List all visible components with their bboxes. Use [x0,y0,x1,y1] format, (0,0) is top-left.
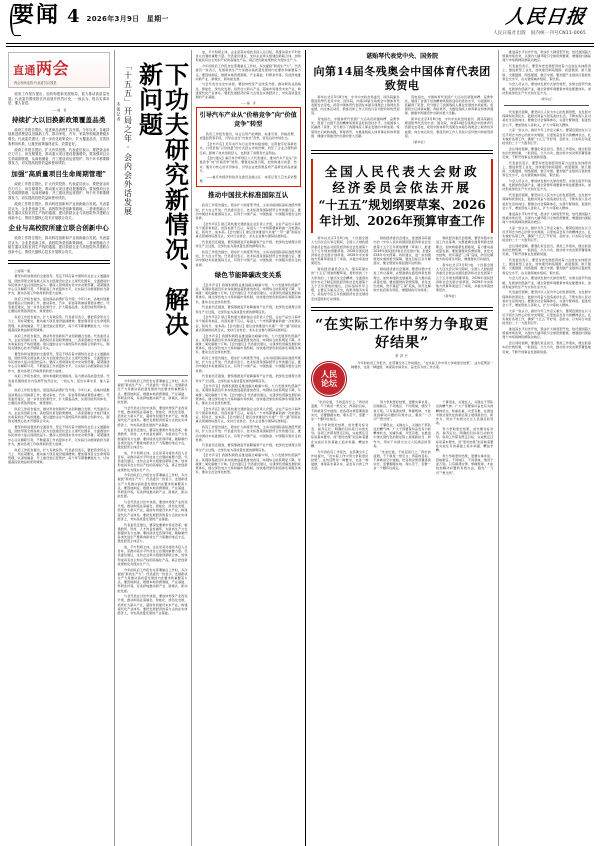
col1-lead [8,92,110,106]
masthead-left [6,0,169,27]
col5-sign: （新华社） [539,97,555,102]
vertical-byline: 本报记者 [116,102,122,122]
people-forum-seal-icon [311,361,347,397]
col1-headline-3[interactable]: 企业与高校院所建立联合创新中心 [8,224,109,233]
column-5 [499,50,594,846]
col1-headline-2[interactable]: 加强“高质量项目生命周期管理” [11,170,107,179]
paragraph: 新华社北京3月8日电 中共中央政治局委员、国务院副总理谌贻琴代表党中央、国务院，向第14届冬残奥会中国体育代表团发去贺电，祝贺中国体育代表团在本届冬残奥会上取得优异成绩，向全体运动员、教练员和工作人员致以亲切慰问和热烈祝贺。 [404,117,494,138]
paragraph: 与会人员认为，要加快发展方式绿色转型，实施全面节约战略，发展绿色低碳产业，健全资源环境要素市场化配置体系，加快形成绿色生产方式和生活方式。 [502,179,591,192]
paragraph: 代表委员表示，要坚持把发展经济的着力点放在实体经济上，推进新型工业化，加快建设制造强国、质量强国、航天强国、交通强国、网络强国、数字中国。要加强产业链供应链韧性和安全水平，在关键领域补短板、锻长板。 [502,258,591,275]
paragraph: 今年的政府工作报告在部署重点工作时，多次提到“新质生产力”。代表委员一致表示，发展新质生产力是推动高质量发展的内在要求和重要着力点。要因地制宜，根据本地资源禀赋、产业基础、科研条件等，有选择地推动新产业、新模式、新动能发展。 [117,473,188,499]
col3-headline-1[interactable]: 推动中国技术标准国际互认 [208,191,289,200]
paragraph: 推进高水平对外开放，稳步扩大制度型开放，依托我国超大规模市场优势，以国内大循环吸引全球资源要素，增强国内国际两个市场两种资源联动效应。 [502,327,591,340]
main-vertical-headline[interactable]: 下功夫研究新情况、解决新问题 [134,62,190,337]
vertical-subtitle: 「十五五」开局之年·会内会外话发展 [123,62,133,216]
col1-article-4 [8,274,110,464]
paragraph: 与会代表在讨论中谈到，要加快传统产业改造升级，推动制造业高端化、智能化、绿色化发展，培育壮大新兴产业，超前布局建设未来产业，构建现代化产业体系。要把发展经济的着力点放在实体经济上，夯实高质量发展的产业基础。 [117,405,188,427]
paragraph: 新华社北京3月8日电 中共中央政治局委员、国务院副总理谌贻琴代表党中央、国务院，向第14届冬残奥会中国体育代表团发去贺电，祝贺中国体育代表团在本届冬残奥会上取得优异成绩，向全体运动员、教练员和工作人员致以亲切慰问和热烈祝贺。 [310,94,400,116]
col3-headline-2[interactable]: 绿色节能降碳改变关系 [214,270,282,279]
col4-article-2-b [373,236,430,302]
paragraph: 推进高水平对外开放，稳步扩大制度型开放，依托我国超大规模市场优势，以国内大循环吸引全球资源要素，增强国内国际两个市场两种资源联动效应。 [502,50,591,63]
paragraph: 政府工作报告提出，推动科技创新和产业创新融合发展。代表委员认为，企业是创新主体，高校院所是创新策源地，二者深度融合才能打通从实验室到生产线的通道。建议鼓励企业与高校院所共建联合创新中心，围绕关键核心技术开展联合攻关。 [8,201,110,220]
paragraph: 会议同时强调，要强化责任担当，狠抓工作落实，健全抓落实的长效机制，一抓到底、久久为功，推动党中央决策部署落地见效，不断开创事业发展新局面。 [502,243,591,257]
paragraph: 新华社北京3月8日电 十四届全国人大四次会议举行期间，全国人大财政经济委员会依法对国民经济和社会发展第十五个五年规划纲要草案、2026年国民经济和社会发展计划草案、2026年中央和地方预算草案进行了审查，并提出审查结果报告。 [435,262,494,293]
paragraph: 财政经济委员会强调，要坚持稳中求进工作总基调，完整准确全面贯彻新发展理念，加快构建新发展格局，着力推动高质量发展。要加强财政资源统筹，优化支出结构，兜牢基层“三保”底线，防范化解地方政府债务风险，增强财政可持续性。 [435,236,494,262]
paragraph: “坐而论道，不如起而行之。”再好的蓝图，不干就是一纸空文；再高的目标，不拼就是空中楼阁。把各项决策部署落到实处，需要脚踏实地、埋头苦干，需要一步一个脚印往前走。 [310,400,369,422]
col4-article-2-cols [311,236,493,302]
paragraph: 【会外声音】我国积极稳妥推进碳达峰碳中和，大力发展绿色低碳产业。某钢铁集团近年来持续推进超低排放改造，吨钢综合能耗明显下降，年减排二氧化碳数十万吨。【会内建议】代表委员建议，完善绿色低碳发展的政策体系，健全绿色电力交易和碳市场机制，加快建设绿色制造体系和服务体系，推动全社会绿色转型。 [195,333,301,355]
paragraph: 代表委员强调，要坚持以人民为中心的发展思想，在发展中保障和改善民生，鼓励共同奋斗创造美好生活，不断实现人民对美好生活的向往。要健全社会保障体系，完善分配制度，促进机会公平，增加低收入者收入，扩大中等收入群体。 [502,290,591,308]
featured-headline-box[interactable] [311,159,493,233]
paragraph: 干事创业，关键在人，关键在干部队伍的精气神。广大干部要保持奋发有为的精神状态，知重负重、攻坚克难，在推进中国式现代化的新征程上展现新担当、新作为，用实干实绩交出让人民满意的答卷。 [435,400,494,426]
forum-headline[interactable]: “在实际工作中努力争取更好结果” [315,317,490,352]
paragraph: 政府工作报告提出，扩大有效投资。代表委员表示，要把资金用在刀刃上、用在紧要处，推动重大项目建设提速增效。要加强项目全生命周期管理，从谋划储备、开工建设到运营管护，每个环节都要精准发力，切实提高投资效益和使用绩效。 [8,315,110,332]
forum-body-cols [311,400,493,476]
two-sessions-banner [8,52,110,88]
paragraph: 财政经济委员会认为，国务院提出的“十五五”规划纲要草案，贯彻党的二十大和党的二十届历次全会精神，全面落实党中央关于制定国民经济和社会发展第十五个五年规划的建议，目标指标科学合理，主要任务重点突出，政策举措务实有力，是指导今后五年我国经济社会发展的宏伟蓝图和行动纲领。 [310,267,369,301]
col1-article-1 [8,128,110,166]
paragraph: 大家一致认为，做好今年工作意义重大。要紧密团结在以习近平同志为核心的党中央周围，以更加奋发有为的精神状态，扎实做好各项工作，确保“十五五”开好局、起好步，以实际行动迎接党的二十一大胜利召开。 [502,225,591,243]
paragraph: 代表委员表示，要坚持把发展经济的着力点放在实体经济上，推进新型工业化，加快建设制造强国、质量强国、航天强国、交通强国、网络强国、数字中国。要加强产业链供应链韧性和安全水平，在关键领域补短板、锻长板。 [502,64,591,81]
paragraph: 成，平方积极主体，企业是其对接技术投入总目标，是推动高水平科技自立自强的重要力量。代表委员建议，支持企业牵头组建创新联合体，加快形成具有自主知识产权的高端化产品，真正把创新成果转化为现实生产力。 [117,450,188,472]
col1-editor-sign: ——编 者 [51,107,67,112]
featured-headline-line2: “十五五”规划纲要草案、2026年计划、2026年预算审查工作 [318,198,486,229]
paragraph: 要坚持和加强党的全面领导，坚定不移沿着中国特色社会主义道路前进，团结带领全国各族人民为全面建设社会主义现代化国家、全面推进中华民族伟大复兴而团结奋斗。要深入贯彻落实党中央决策部署，紧紧围绕中心任务履职尽责，不断提高工作质量和水平，以实际行动展现新担当新作为，推动各项工作取得新的更大成效。 [8,425,110,446]
paragraph: 要坚持和加强党的全面领导，坚定不移沿着中国特色社会主义道路前进，团结带领全国各族人民为全面建设社会主义现代化国家、全面推进中华民族伟大复兴而团结奋斗。要深入贯彻落实党中央决策部署，紧紧围绕中心任务履职尽责，不断提高工作质量和水平，以实际行动展现新担当新作为，推动各项工作取得新的更大成效。 [8,351,110,373]
paragraph: 代表委员还建议，要深化要素市场化改革，畅通教育、科技、人才的良性循环，为新质生产力发展提供有力支撑。要持续优化营商环境，破除制约各类先进生产要素向新质生产力集聚的堵点卡点，激发经营主体活力。 [117,522,188,544]
col2-divider [118,375,188,376]
paragraph: 【会外声音】我国积极稳妥推进碳达峰碳中和，大力发展绿色低碳产业。某钢铁集团近年来持续推进超低排放改造，吨钢综合能耗明显下降，年减排二氧化碳数十万吨。【会内建议】代表委员建议，完善绿色低碳发展的政策体系，健全绿色电力交易和碳市场机制，加快建设绿色制造体系和服务体系，推动全社会绿色转型。 [195,282,301,304]
paragraph: 政府工作报告提出，扩大有效投资。代表委员表示，要把资金用在刀刃上、用在紧要处，推动重大项目建设提速增效。要加强项目全生命周期管理，从谋划储备、开工建设到运营管护，每个环节都要精准发力，切实提高投资效益和使用绩效。 [8,147,110,166]
paragraph: 代表委员还提到，要统筹推进节能降碳和产业升级，把绿色发展理念贯穿生产全过程，让绿色成为高质量发展的鲜明底色。 [195,305,301,314]
forum-seal-row [311,361,493,397]
vertical-headline-block [118,50,188,372]
paragraph: 贺电指出，中国体育代表团广大运动员顽强拼搏、奋勇争先，展现了自强不息的精神风貌和良好的竞技水平，为祖国和人民赢得了荣誉，充分展示了我国残疾人事业发展的丰硕成果。希望同志们戒骄戒躁，再接再厉，为推进残疾人体育事业和体育强国、健康中国建设作出新的更大贡献。 [404,94,494,116]
banner-title-small: 直通 [13,64,36,77]
paragraph: 今年的政府工作报告在部署重点工作时，多次提到“新质生产力”。代表委员一致表示，发展新质生产力是推动高质量发展的内在要求和重要着力点。要因地制宜，根据本地资源禀赋、产业基础、科研条件等，有选择地推动新产业、新模式、新动能发展。 [195,64,301,81]
paragraph: 贺电指出，中国体育代表团广大运动员顽强拼搏、奋勇争先，展现了自强不息的精神风貌和良好的竞技水平，为祖国和人民赢得了荣誉，充分展示了我国残疾人事业发展的丰硕成果。希望同志们戒骄戒躁，再接再厉，为推进残疾人体育事业和体育强国、健康中国建设作出新的更大贡献。 [310,117,400,138]
col3-top-text [196,50,301,99]
paragraph: 今年的政府工作报告在部署重点工作时，多次提到“新质生产力”。代表委员一致表示，发展新质生产力是推动高质量发展的内在要求和重要着力点。要因地制宜，根据本地资源禀赋、产业基础、科研条件等，有选择地推动新产业、新模式、新动能发展。 [117,567,188,593]
col4-article-1-b [405,95,494,146]
paragraph: 【会外声音】浙江某轨道交通装备企业负责人介绍，企业产品出口海外多个国家和地区，但因标准不互认，每进入一个市场都要重新做一次检测认证，耗时长、成本高。【会内建议】建议加快推进与共建“一带一路”国家在重点领域的标准互认，支持行业协会、龙头企业参与国际标准制定。 [195,221,301,239]
redbox-body [200,132,297,183]
paragraph: 努力争取更好结果，更要实事求是、因地制宜。不同地区、不同领域，情况千差万别。只有摸清实情、掌握规律，才能找到解决问题的有效办法，避免“一刀切”“想当然”。 [435,453,494,475]
paragraph: 政府工作报告提出，稳步扩大制度型开放，主动对接国际高标准经贸规则，扩大自主开放。代表委员表示，技术标准是国际经贸合作的通行证，推动中国技术标准国际互认，有利于中国产品、中国装备、中国服务更好走向世界。 [195,203,301,221]
section-title: 要闻 [12,2,61,28]
masthead-rule [6,43,594,47]
paragraph: 政府工作报告提出，推动科技创新和产业创新融合发展。代表委员认为，企业是创新主体，高校院所是创新策源地，二者深度融合才能打通从实验室到生产线的通道。建议鼓励企业与高校院所共建联合创新中心，围绕关键核心技术开展联合攻关。 [8,236,110,255]
paragraph: 政府工作报告提出，促进商品消费扩容升级。今年以来，各地持续推进消费品以旧换新工作，推动家电、汽车、家装等领域消费稳步增长。代表委员建议，进一步优化政策设计，扩大覆盖品类，完善回收利用体系，让惠民政策落得更实、效果更好。 [8,127,110,146]
paragraph: 干事创业，关键在人，关键在干部队伍的精气神。广大干部要保持奋发有为的精神状态，知重负重、攻坚克难，在推进中国式现代化的新征程上展现新担当、新作为，用实干实绩交出让人民满意的答卷。 [373,422,431,448]
column-2 [115,50,192,846]
forum-col-b [373,400,430,476]
paragraph: 政府工作报告提出，促进商品消费扩容升级。今年以来，各地持续推进消费品以旧换新工作，推动家电、汽车、家装等领域消费稳步增长。代表委员建议，进一步优化政策设计，扩大覆盖品类，完善回收利用体系，让惠民政策落得更实、效果更好。 [8,388,110,406]
col1-divider [8,260,110,264]
col2-article [118,379,188,615]
paragraph: 会议同时强调，要强化责任担当，狠抓工作落实，健全抓落实的长效机制，一抓到底、久久为功，推动党中央决策部署落地见效，不断开创事业发展新局面。 [502,341,591,354]
col1-jump-head [8,269,110,273]
banner-title [13,56,69,79]
masthead [6,0,594,42]
paragraph: 会议同时强调，要强化责任担当，狠抓工作落实，健全抓落实的长效机制，一抓到底、久久为功，推动党中央决策部署落地见效，不断开创事业发展新局面。 [502,146,591,160]
seal-line-1: 人民 [320,369,337,380]
paragraph: 大家一致认为，做好今年工作意义重大。要紧密团结在以习近平同志为核心的党中央周围，以更加奋发有为的精神状态，扎实做好各项工作，确保“十五五”开好局、起好步，以实际行动迎接党的二十一大胜利召开。 [502,128,591,145]
paragraph: 政府工作报告提出，促进商品消费扩容升级。今年以来，各地持续推进消费品以旧换新工作，推动家电、汽车、家装等领域消费稳步增长。代表委员建议，进一步优化政策设计，扩大覆盖品类，完善回收利用体系，让惠民政策落得更实、效果更好。 [8,296,110,314]
paragraph: 今年的政府工作报告在部署重点工作时，多次提到“新质生产力”。代表委员一致表示，发展新质生产力是推动高质量发展的内在要求和重要着力点。要因地制宜，根据本地资源禀赋、产业基础、科研条件等，有选择地推动新产业、新模式、新动能发展。 [117,379,188,405]
col3-article-1 [196,203,301,266]
col1-headline-1[interactable]: 持续扩大以旧换新政策覆盖品类 [11,115,106,124]
paragraph: 政府工作报告提出，综合运用产能调控、标准引领、价格治理、质量监管等手段，引导企业在“内卷式”竞争，营造良好市场生态。 [199,132,297,141]
paragraph: 推进高水平对外开放，稳步扩大制度型开放，依托我国超大规模市场优势，以国内大循环吸引全球资源要素，增强国内国际两个市场两种资源联动效应。 [502,211,591,224]
paragraph: 代表委员还提到，要统筹推进节能降碳和产业升级，把绿色发展理念贯穿生产全过程，让绿色成为高质量发展的鲜明底色。 [195,240,301,249]
paragraph: 代表委员表示，要坚持把发展经济的着力点放在实体经济上，推进新型工业化，加快建设制造强国、质量强国、航天强国、交通强国、网络强国、数字中国。要加强产业链供应链韧性和安全水平，在关键领域补短板、锻长板。 [502,160,591,178]
col4-article-2-c [436,236,493,302]
seal-line-2: 论坛 [320,378,337,389]
col4-article-2-a [311,236,368,302]
paragraph: 政府工作报告提出，加快构建新发展格局，着力推动高质量发展。代表委员围绕报告内容展开热烈讨论，一致认为，报告实事求是、催人奋进。 [8,92,110,106]
paragraph: 财政经济委员会建议，批准国务院提出的《中华人民共和国国民经济和社会发展第十五个五年规划纲要（草案）》，批准2026年国民经济和社会发展计划，批准2026年中央预算。同时建议，进一步加强规划实施的组织保障，强化目标任务分解落实，健全规划实施监测评估机制。 [373,236,431,266]
paragraph: 与会代表在讨论中谈到，要加快传统产业改造升级，推动制造业高端化、智能化、绿色化发展，培育壮大新兴产业，超前布局建设未来产业，构建现代化产业体系。要把发展经济的着力点放在实体经济上，夯实高质量发展的产业基础。 [117,594,188,616]
paragraph: 【会外声音】浙江某轨道交通装备企业负责人介绍，企业产品出口海外多个国家和地区，但因标准不互认，每进入一个市场都要重新做一次检测认证，耗时长、成本高。【会内建议】建议加快推进与共建“一带一路”国家在重点领域的标准互认，支持行业协会、龙头企业参与国际标准制定。 [195,406,301,424]
col5-article-1 [502,110,591,354]
column-grid [6,50,594,846]
banner-subtitle: 两会现场连线·代表委员议国是 [14,81,57,85]
col5-divider-1 [504,105,589,106]
paragraph: 【会外声音】近年来汽车行业竞争持续加剧，运用数字化等新技术，以低价格“以价换量”的方式抢占市场份额，挤压了企业合理利润空间，影响了技术创新投入，也损害了消费者长远利益。 [199,142,297,155]
jump-label: 上接第一版 [14,268,31,273]
paragraph: 政府工作报告提出，稳步扩大制度型开放，主动对接国际高标准经贸规则，扩大自主开放。代表委员表示，技术标准是国际经贸合作的通行证，推动中国技术标准国际互认，有利于中国产品、中国装备、中国服务更好走向世界。 [195,356,301,373]
paragraph: 代表委员还提到，要统筹推进节能降碳和产业升级，把绿色发展理念贯穿生产全过程，让绿色成为高质量发展的鲜明底色。 [195,374,301,383]
paragraph: 与会代表在讨论中谈到，要加快传统产业改造升级，推动制造业高端化、智能化、绿色化发展，培育壮大新兴产业，超前布局建设未来产业，构建现代化产业体系。要把发展经济的着力点放在实体经济上，夯实高质量发展的产业基础。 [195,82,301,100]
paragraph: 政府工作报告提出，推动科技创新和产业创新融合发展。代表委员认为，企业是创新主体，高校院所是创新策源地，二者深度融合才能打通从实验室到生产线的通道。建议鼓励企业与高校院所共建联合创新中心，围绕关键核心技术开展联合攻关。 [8,333,110,351]
paragraph: “坐而论道，不如起而行之。”再好的蓝图，不干就是一纸空文；再高的目标，不拼就是空中楼阁。把各项决策部署落到实处，需要脚踏实地、埋头苦干，需要一步一个脚印往前走。 [373,449,431,471]
col4-article-1-cols [311,95,493,146]
paragraph: 代表委员强调，要坚持以人民为中心的发展思想，在发展中保障和改善民生，鼓励共同奋斗创造美好生活，不断实现人民对美好生活的向往。要健全社会保障体系，完善分配制度，促进机会公平，增加低收入者收入，扩大中等收入群体。 [502,110,591,127]
paragraph: 大家一致认为，做好今年工作意义重大。要紧密团结在以习近平同志为核心的党中央周围，以更加奋发有为的精神状态，扎实做好各项工作，确保“十五五”开好局、起好步，以实际行动迎接党的二十一大胜利召开。 [502,308,591,326]
paragraph: 财政经济委员会强调，要坚持稳中求进工作总基调，完整准确全面贯彻新发展理念，加快构建新发展格局，着力推动高质量发展。要加强财政资源统筹，优化支出结构，兜牢基层“三保”底线，防范化解地方政府债务风险，增强财政可持续性。 [373,267,431,293]
paragraph: 【会外声音】我国积极稳妥推进碳达峰碳中和，大力发展绿色低碳产业。某钢铁集团近年来持续推进超低排放改造，吨钢综合能耗明显下降，年减排二氧化碳数十万吨。【会内建议】代表委员建议，完善绿色低碳发展的政策体系，健全绿色电力交易和碳市场机制，加快建设绿色制造体系和服务体系，推动全社会绿色转型。 [195,453,301,475]
paragraph: 政府工作报告提出，扩大有效投资。代表委员表示，要把资金用在刀刃上、用在紧要处，推动重大项目建设提速增效。要加强项目全生命周期管理，从谋划储备、开工建设到运营管护，每个环节都要精准发力，切实提高投资效益和使用绩效。 [8,182,110,200]
col4-headline-1[interactable]: 向第14届冬残奥会中国体育代表团致贺电 [313,64,491,92]
featured-headline-line1: 全国人民代表大会财政经济委员会依法开展 [324,164,480,196]
paragraph: 代表委员强调，要坚持以人民为中心的发展思想，在发展中保障和改善民生，鼓励共同奋斗创造美好生活，不断实现人民对美好生活的向往。要健全社会保障体系，完善分配制度，促进机会公平，增加低收入者收入，扩大中等收入群体。 [502,193,591,210]
col4-article-1-a [311,95,400,146]
forum-col-c [436,400,493,476]
col4-kicker-1: 谌贻琴代表党中央、国务院 [366,53,439,60]
paragraph: （新华社） [411,139,427,144]
paragraph: 新华社北京3月8日电 十四届全国人大四次会议举行期间，全国人大财政经济委员会依法对国民经济和社会发展第十五个五年规划纲要草案、2026年国民经济和社会发展计划草案、2026年中央和地方预算草案进行了审查，并提出审查结果报告。 [310,236,369,266]
page-number: 4 [67,6,80,27]
paragraph: 代表委员还提到，要统筹推进节能降碳和产业升级，把绿色发展理念贯穿生产全过程，让绿色成为高质量发展的鲜明底色。 [195,443,301,452]
paragraph: 今年的政府工作报告，在部署全年工作时提出，“在实际工作中努力争取更好结果”。这句话既是一种要求，也是一种鼓励，体现着求真务实、奋发有为的工作态度。 [310,449,369,471]
col1-article-2 [8,182,110,220]
paragraph: 政府工作报告提出，稳步扩大制度型开放，主动对接国际高标准经贸规则，扩大自主开放。代表委员表示，技术标准是国际经贸合作的通行证，推动中国技术标准国际互认，有利于中国产品、中国装备、中国服务更好走向世界。 [195,250,301,267]
highlighted-article-box[interactable] [196,107,301,187]
paragraph: 今年的政府工作报告，在部署全年工作时提出，“在实际工作中努力争取更好结果”。这句话既是一种要求，也是一种鼓励，体现着求真务实、奋发有为的工作态度。 [350,361,494,370]
paragraph: 努力争取更好结果，首先要对标对表、看齐定位。明确的目标是行动的先导。各项工作都有既定目标，完成既定目标是基本要求，而“更好结果”则意味着要在完成任务的基础上追求卓越、精益求精。 [435,427,494,453]
paragraph: 政府工作报告提出，加快构建新发展格局，着力推动高质量发展。代表委员围绕报告内容展开热烈讨论，一致认为，报告实事求是、催人奋进。 [8,374,110,387]
paragraph: 【会内建议】重庆市沙坪坝区人大代表建议，推动汽车产业从“价格竞争”向“价值竞争”转型，要强化标准引领，加快构建以质量、技术、服务为核心的评价体系，引导企业把资源投向产品研发和品质提升。 [199,156,297,173]
column-4 [306,50,499,846]
col5-top [502,50,591,95]
col4-divider-2 [311,307,493,311]
paragraph: 与会人员认为，要加快发展方式绿色转型，实施全面节约战略，发展绿色低碳产业，健全资源环境要素市场化配置体系，加快形成绿色生产方式和生活方式。 [502,82,591,95]
paragraph: 努力争取更好结果，首先要对标对表、看齐定位。明确的目标是行动的先导。各项工作都有既定目标，完成既定目标是基本要求，而“更好结果”则意味着要在完成任务的基础上追求卓越、精益求精。 [310,422,369,448]
forum-col-a [311,400,368,476]
paragraph: ——重庆市经济和信息化委员会副主任 本报记者王召杰采访整理 [199,174,297,183]
col1-article-3 [8,236,110,254]
column-3 [192,50,306,846]
paragraph: 【会外声音】我国积极稳妥推进碳达峰碳中和，大力发展绿色低碳产业。某钢铁集团近年来持续推进超低排放改造，吨钢综合能耗明显下降，年减排二氧化碳数十万吨。【会内建议】代表委员建议，完善绿色低碳发展的政策体系，健全绿色电力交易和碳市场机制，加快建设绿色制造体系和服务体系，推动全社会绿色转型。 [195,384,301,406]
paper-logo-subtitle: 人民日报社出版 国内统一刊号CN11-0065 [493,31,586,36]
paragraph: 与会代表在讨论中谈到，要加快传统产业改造升级，推动制造业高端化、智能化、绿色化发展，培育壮大新兴产业，超前布局建设未来产业，构建现代化产业体系。要把发展经济的着力点放在实体经济上，夯实高质量发展的产业基础。 [117,499,188,521]
column-1 [6,50,115,846]
forum-intro [351,361,493,371]
paragraph: 与会人员认为，要加快发展方式绿色转型，实施全面节约战略，发展绿色低碳产业，健全资源环境要素市场化配置体系，加快形成绿色生产方式和生活方式。 [502,276,591,289]
publication-date: 2026年3月9日 星期一 [86,15,169,23]
paper-logo [493,2,586,36]
paragraph: （新华社） [442,293,459,298]
banner-title-large: 两会 [36,59,70,78]
paragraph: 代表委员还建议，要深化要素市场化改革，畅通教育、科技、人才的良性循环，为新质生产力发展提供有力支撑。要持续优化营商环境，破除制约各类先进生产要素向新质生产力集聚的堵点卡点，激发经营主体活力。 [117,428,188,450]
paragraph: 成，平方积极主体，企业是其对接技术投入总目标，是推动高水平科技自立自强的重要力量。代表委员建议，支持企业牵头组建创新联合体，加快形成具有自主知识产权的高端化产品，真正把创新成果转化为现实生产力。 [117,545,188,566]
col4-divider-1 [311,150,493,154]
paragraph: 政府工作报告提出，扩大有效投资。代表委员表示，要把资金用在刀刃上、用在紧要处，推动重大项目建设提速增效。要加强项目全生命周期管理，从谋划储备、开工建设到运营管护，每个环节都要精准发力，切实提高投资效益和使用绩效。 [8,447,110,465]
col3-article-2 [196,283,301,475]
paragraph: 【会外声音】浙江某轨道交通装备企业负责人介绍，企业产品出口海外多个国家和地区，但因标准不互认，每进入一个市场都要重新做一次检测认证，耗时长、成本高。【会内建议】建议加快推进与共建“一带一路”国家在重点领域的标准互认，支持行业协会、龙头企业参与国际标准制定。 [195,315,301,332]
paper-logo-text: 人民日报 [504,6,588,28]
paragraph: 要坚持和加强党的全面领导，坚定不移沿着中国特色社会主义道路前进，团结带领全国各族人民为全面建设社会主义现代化国家、全面推进中华民族伟大复兴而团结奋斗。要深入贯彻落实党中央决策部署，紧紧围绕中心任务履职尽责，不断提高工作质量和水平，以实际行动展现新担当新作为，推动各项工作取得新的更大成效。 [8,274,110,296]
redbox-headline: 引导汽车产业从“价格竞争”向“价值竞争”转型 [199,112,297,129]
paragraph: 努力争取更好结果，更要实事求是、因地制宜。不同地区、不同领域，情况千差万别。只有摸清实情、掌握规律，才能找到解决问题的有效办法，避免“一刀切”“想当然”。 [373,400,431,422]
paragraph: 政府工作报告提出，稳步扩大制度型开放，主动对接国际高标准经贸规则，扩大自主开放。代表委员表示，技术标准是国际经贸合作的通行证，推动中国技术标准国际互认，有利于中国产品、中国装备、中国服务更好走向世界。 [195,425,301,442]
bracket-ornament [10,4,21,36]
paragraph: 成，平方积极主体，企业是其对接技术投入总目标，是推动高水平科技自立自强的重要力量。代表委员建议，支持企业牵头组建创新联合体，加快形成具有自主知识产权的高端化产品，真正把创新成果转化为现实生产力。 [195,50,301,63]
col3-sign: ——编 者 [240,101,256,106]
paragraph: 政府工作报告提出，推动科技创新和产业创新融合发展。代表委员认为，企业是创新主体，高校院所是创新策源地，二者深度融合才能打通从实验室到生产线的通道。建议鼓励企业与高校院所共建联合创新中心，围绕关键核心技术开展联合攻关。 [8,406,110,424]
forum-byline: 李洪兴 [395,354,410,359]
